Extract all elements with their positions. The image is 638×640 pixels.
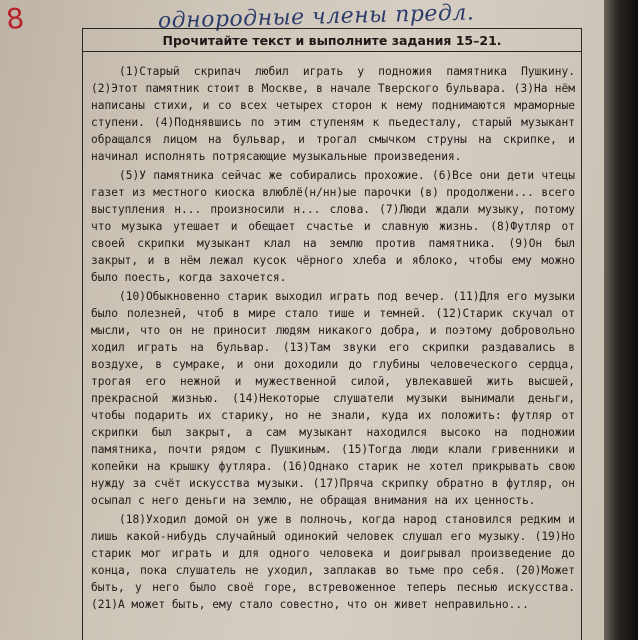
page-number: 8 bbox=[4, 1, 26, 37]
reading-text bbox=[91, 63, 575, 615]
task-frame bbox=[82, 28, 582, 640]
handwritten-note: однородные члены предл. bbox=[157, 0, 475, 34]
paragraph-4: (18)Уходил домой он уже в полночь, когда народ становился редким и лишь какой-нибудь случайный одинокий человек слушал его музыку. (19)Но старик мог играть и для одного человека и доигрывал произведение до конца, пока слушатель не уходил, заплакав во тьме про себя. (20)Может быть, у него было своё горе, встревоженное теперь песнью искусства. (21)А может быть, ему стало совестно, что он живет неправильно... bbox=[91, 513, 575, 611]
paragraph-2: (5)У памятника сейчас же собирались прохожие. (6)Все они дети чтецы газет из местного киоска влюблё(н/нн)ые парочки (в) продолжени... всего выступления н... произносили н... слова. (7)Люди ждали музыку, потому что музыка утешает и обещает счастье и славную жизнь. (8)Футляр от своей скрипки музыкант клал на землю против памятника. (9)Он был закрыт, и в нём лежал кусок чёрного хлеба и яблоко, чтобы ему можно было поесть, когда захочется. bbox=[91, 169, 575, 284]
book-edge bbox=[604, 0, 638, 640]
paragraph-3: (10)Обыкновенно старик выходил играть под вечер. (11)Для его музыки было полезней, чтоб в мире стало тише и темней. (12)Старик скучал от мысли, что он не приносит людям никакого добра, и поэтому добровольно ходил играть на бульвар. (13)Там звуки его скрипки раздавались в воздухе, в сумраке, и они доходили до глубины человеческого сердца, трогая его нежной и мужественной силой, увлекавшей жить высшей, прекрасной жизнью. (14)Некоторые слушатели музыки вынимали деньги, чтобы подарить их старику, но не знали, куда их положить: футляр от скрипки был закрыт, а сам музыкант находился высоко на подножии памятника, почти рядом с Пушкиным. (15)Тогда люди клали гривенники и копейки на крышку футляра. (16)Однако старик не хотел прикрывать свою нужду за счёт искусства музыки. (17)Пряча скрипку обратно в футляр, он осыпал с него деньги на землю, не обращая внимания на их ценность. bbox=[91, 290, 575, 507]
task-header: Прочитайте текст и выполните задания 15–21. bbox=[83, 29, 581, 52]
paragraph-1: (1)Старый скрипач любил играть у подножия памятника Пушкину. (2)Этот памятник стоит в Москве, в начале Тверского бульвара. (3)На нём написаны стихи, и со всех четырех сторон к нему поднимаются мраморные ступени. (4)Поднявшись по этим ступеням к пьедесталу, старый музыкант обращался лицом на бульвар, и трогал смычком струны на скрипке, и начинал исполнять потрясающие музыкальные произведения. bbox=[91, 65, 575, 163]
